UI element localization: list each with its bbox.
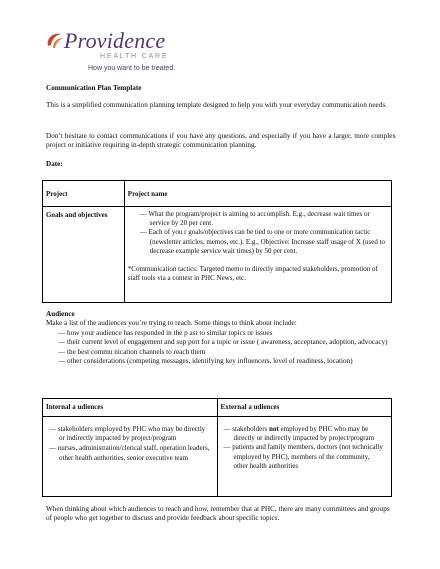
project-label: Project (43, 181, 125, 207)
logo-swirl-icon (44, 30, 66, 52)
internal-audience-item: — nurses, administration/clerical staff, operation leaders, other health authorities, senior executive team (49, 444, 211, 462)
external-item-text: patients and family members, doctors (not technically employed by PHC), members of the community, other health authorities (232, 443, 383, 470)
date-label: Date: (46, 160, 63, 168)
intro-paragraph-2: Don’t hesitate to contact communications if you have any questions, and especially if you have a larger, more complex project or initiative requiring in-depth strategic communication planning. (46, 132, 396, 150)
external-audiences-cell (217, 417, 391, 497)
internal-audience-item: — stakeholders employed by PHC who may be directly or indirectly impacted by project/program (49, 425, 211, 443)
project-table (42, 180, 392, 303)
audience-item: — other considerations (competing messages, identifying key influencers, level of readiness, location) (58, 357, 392, 366)
intro-paragraph-1: This is a simplified communication planning template designed to help you with your everyday communication needs. (46, 101, 387, 109)
audience-heading: Audience (46, 310, 75, 318)
external-item-emphasis: not (269, 425, 279, 433)
goals-label: Goals and objectives (43, 207, 125, 303)
audience-item: — the best commu nication channels to reach them (58, 348, 392, 357)
audience-item: — how your audience has responded in the p ast to similar topics or issues (58, 329, 392, 338)
audience-item: — their current level of engagement and sup port for a topic or issue ( awareness, acceptance, adoption, advocacy) (58, 338, 392, 347)
closing-paragraph: When thinking about which audiences to reach and how, remember that at PHC, there are many committees and groups of people who get together to discuss and provide feedback about specific topics. (46, 505, 390, 523)
goals-cell (124, 207, 391, 303)
external-audience-item (224, 425, 385, 443)
external-audience-item (224, 443, 385, 471)
page-title: Communication Plan Template (46, 84, 142, 92)
audience-list (58, 329, 392, 367)
internal-audiences-cell (43, 417, 218, 497)
external-audiences-label: External a udiences (217, 399, 391, 417)
logo-name: Providence (64, 28, 166, 53)
external-item-text: stakeholders (232, 425, 270, 433)
external-item-text: employed by PHC who may be directly or indirectly impacted by project/program (233, 425, 375, 443)
goal-item: — What the program/project is aiming to accomplish. E.g., decrease wait times or service by 20 per cent. (140, 210, 388, 228)
goal-item: — Each of you r goals/objectives can be tied to one or more communication tactic (newsletter articles, memos, etc.). E.g., Objective: Increase staff usage of X (used to decrease example service wait times) by 50 per cent. (140, 228, 388, 256)
audiences-table (42, 398, 392, 497)
tactics-note: *Communication tactics: Targeted memo to directly impacted stakeholders, promotion of staff tools via a contest in PHC News, etc. (127, 265, 378, 283)
project-name-label: Project name (124, 181, 391, 207)
internal-audiences-label: Internal a udiences (43, 399, 218, 417)
logo-tagline: How you want to be treated. (88, 65, 176, 72)
logo-subtitle: HEALTH CARE (100, 53, 169, 60)
audience-intro: Make a list of the audiences you’re trying to reach. Some things to think about include: (46, 319, 297, 327)
providence-logo (44, 28, 204, 76)
